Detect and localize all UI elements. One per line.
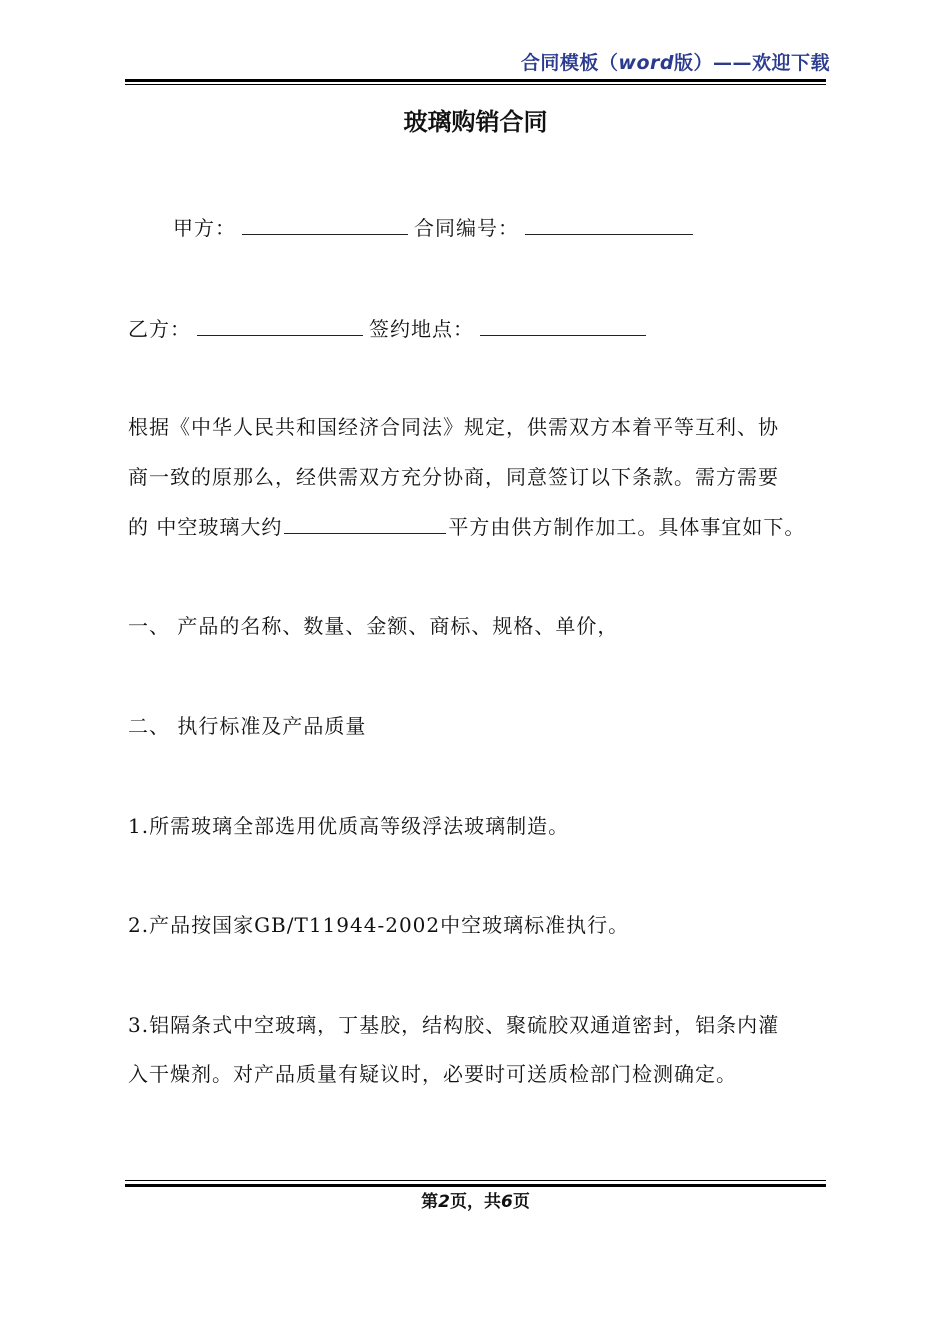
footer-rule-thin <box>125 1180 826 1181</box>
header-suffix: 版）——欢迎下载 <box>673 52 830 74</box>
party-b-label: 乙方： <box>128 317 191 341</box>
section-1-heading: 一、 产品的名称、数量、金额、商标、规格、单价， <box>128 614 619 638</box>
party-a-label: 甲方： <box>173 216 236 240</box>
party-a-line <box>173 212 699 241</box>
footer-middle: 页，共 <box>450 1192 501 1212</box>
area-blank[interactable] <box>284 511 446 534</box>
page-header <box>125 48 830 75</box>
item-1: 1.所需玻璃全部选用优质高等级浮法玻璃制造。 <box>128 814 570 838</box>
current-page-number: 2 <box>438 1192 450 1212</box>
header-rule-thick <box>125 79 826 82</box>
item-3-line-2: 入干燥剂。对产品质量有疑议时，必要时可送质检部门检测确定。 <box>128 1062 737 1086</box>
intro-line-1: 根据《中华人民共和国经济合同法》规定，供需双方本着平等互利、协 <box>128 415 779 439</box>
contract-no-label: 合同编号： <box>414 216 519 240</box>
footer-suffix: 页 <box>512 1192 530 1212</box>
intro-line-2: 商一致的原那么，经供需双方充分协商，同意签订以下条款。需方需要 <box>128 465 779 489</box>
footer-prefix: 第 <box>421 1192 439 1212</box>
intro-line-3 <box>128 511 805 540</box>
intro-line-3b: 平方由供方制作加工。具体事宜如下。 <box>448 515 806 539</box>
section-2-heading: 二、 执行标准及产品质量 <box>128 714 367 738</box>
party-a-blank[interactable] <box>242 212 408 235</box>
header-word: word <box>618 52 674 74</box>
intro-line-3a: 的 中空玻璃大约 <box>128 515 283 539</box>
sign-place-label: 签约地点： <box>369 317 474 341</box>
party-b-blank[interactable] <box>197 313 363 336</box>
document-title: 玻璃购销合同 <box>403 108 548 136</box>
item-3-line-1: 3.铝隔条式中空玻璃，丁基胶，结构胶、聚硫胶双通道密封，铝条内灌 <box>128 1013 780 1037</box>
header-prefix: 合同模板（ <box>520 52 619 74</box>
contract-no-blank[interactable] <box>525 212 693 235</box>
party-b-line <box>128 313 652 342</box>
header-rule-thin <box>125 84 826 85</box>
sign-place-blank[interactable] <box>480 313 646 336</box>
total-page-number: 6 <box>501 1192 513 1212</box>
page-footer <box>125 1187 826 1212</box>
item-2: 2.产品按国家GB/T11944-2002中空玻璃标准执行。 <box>128 913 630 937</box>
